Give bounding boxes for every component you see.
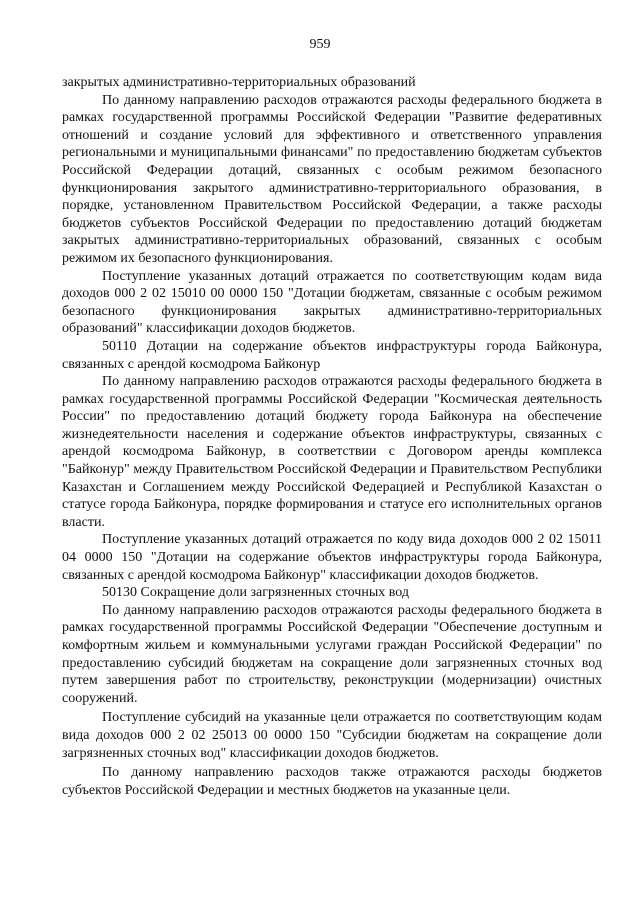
paragraph-wastewater-revenue: Поступление субсидий на указанные цели отражается по соответствующим кодам вида доходов 000 2 02 25013 00 0000 150 "Субсидии бюджетам на сокращение доли загрязненных сточных вод" классификации доходов бюджетов. [62, 710, 602, 761]
heading-50130: 50130 Сокращение доли загрязненных сточных вод [102, 585, 409, 601]
paragraph-regional-local-expenses: По данному направлению расходов также отражаются расходы бюджетов субъектов Российской Федерации и местных бюджетов на указанные цели. [62, 765, 602, 798]
page-number: 959 [309, 37, 331, 52]
paragraph-zato-revenue: Поступление указанных дотаций отражается по соответствующим кодам вида доходов 000 2 02 15010 00 0000 150 "Дотации бюджетам, связанные с особым режимом безопасного функционирования закрытых административно-территориальных образований" классификации доходов бюджетов. [62, 268, 602, 337]
paragraph-wastewater-expenses: По данному направлению расходов отражаются расходы федерального бюджета в рамках государственной программы Российской Федерации "Обеспечение доступным и комфортным жильем и коммунальными услугами граждан Российской Федерации" по предоставлению субсидий бюджетам на сокращение доли загрязненных сточных вод путем завершения работ по строительству, реконструкции (модернизации) очистных сооружений. [62, 602, 602, 706]
paragraph-zato-expenses: По данному направлению расходов отражаются расходы федерального бюджета в рамках государственной программы Российской Федерации "Развитие федеративных отношений и создание условий для эффективного и ответственного управления региональными и муниципальными финансами" по предоставлению бюджетам субъектов Российской Федерации дотаций, связанных с особым режимом безопасного функционирования закрытого административно-территориального образования, в порядке, установленном Правительством Российской Федерации, а также расходы бюджетов субъектов Российской Федерации по предоставлению дотаций бюджетам закрытых административно-территориальных образований, связанных с особым режимом их безопасного функционирования. [62, 92, 602, 266]
heading-50110: 50110 Дотации на содержание объектов инфраструктуры города Байконура, связанных с арендой космодрома Байконур [62, 338, 602, 372]
document-body [62, 74, 602, 799]
paragraph-baikonur-expenses: По данному направлению расходов отражаются расходы федерального бюджета в рамках государственной программы Российской Федерации "Космическая деятельность России" по предоставлению дотаций бюджету города Байконура на обеспечение жизнедеятельности населения и содержание объектов инфраструктуры, связанных с арендой космодрома Байконур, в соответствии с Договором аренды комплекса "Байконур" между Правительством Российской Федерации и Правительством Республики Казахстан и Соглашением между Российской Федерацией и Республикой Казахстан о статусе города Байконура, порядке формирования и статусе его исполнительных органов власти. [62, 374, 602, 530]
paragraph-continuation: закрытых административно-территориальных образований [62, 75, 416, 90]
paragraph-baikonur-revenue: Поступление указанных дотаций отражается по коду вида доходов 000 2 02 15011 04 0000 150 "Дотации на содержание объектов инфраструктуры города Байконура, связанных с арендой космодрома Байконур" классификации доходов бюджетов. [62, 532, 602, 583]
